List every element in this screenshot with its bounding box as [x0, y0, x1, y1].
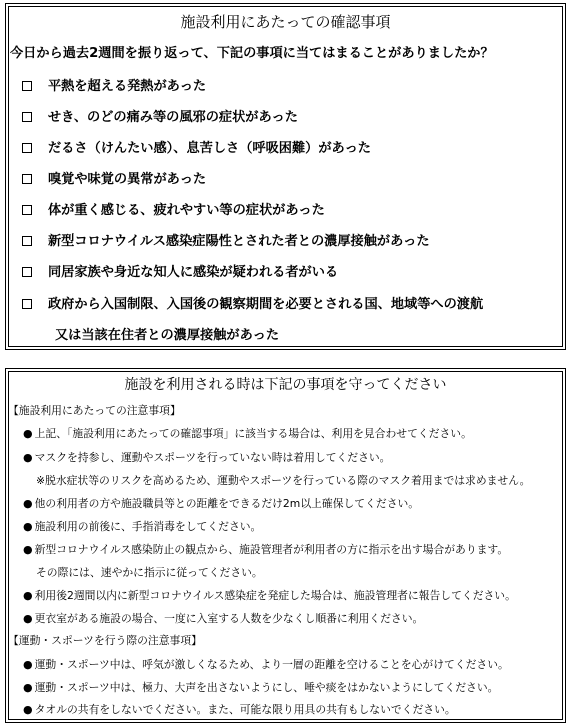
checklist-item — [22, 137, 371, 156]
rule-text: 利用後2週間以内に新型コロナウイルス感染症を発症した場合は、施設管理者に報告してください。 — [34, 589, 516, 602]
bullet-icon: ● — [23, 497, 33, 510]
checklist-item-label: 平熱を超える発熱があった — [48, 79, 207, 94]
rule-item — [23, 519, 261, 534]
checklist-item-label: だるさ（けんたい感）、息苦しさ（呼吸困難）があった — [48, 141, 371, 156]
rule-item — [23, 496, 419, 511]
bullet-icon: ● — [23, 703, 33, 716]
checklist-panel — [5, 3, 566, 350]
rule-item — [23, 426, 472, 441]
rules-title: 施設を利用される時は下記の事項を守ってください — [124, 377, 447, 393]
rule-item — [23, 702, 456, 717]
checklist-item — [22, 261, 338, 280]
checklist-item-continuation: 又は当該在住者との濃厚接触があった — [55, 328, 280, 343]
checklist-item-label: 政府から入国制限、入国後の観察期間を必要とされる国、地域等への渡航 — [48, 297, 484, 312]
rule-note-instruction: その際には、速やかに指示に従ってください。 — [36, 566, 263, 579]
checklist-item — [22, 199, 325, 218]
checklist-item — [22, 230, 430, 249]
checklist-item — [22, 75, 206, 94]
checkbox-icon[interactable] — [22, 81, 32, 91]
rule-item — [23, 588, 516, 603]
checklist-item-label: 体が重く感じる、疲れやすい等の症状があった — [48, 203, 325, 218]
rule-text: 運動・スポーツ中は、極力、大声を出さないようにし、唾や痰をはかないようにしてください。 — [34, 681, 499, 694]
bullet-icon: ● — [23, 589, 33, 602]
bullet-icon: ● — [23, 658, 33, 671]
checkbox-icon[interactable] — [22, 267, 32, 277]
rule-item — [23, 657, 509, 672]
checkbox-icon[interactable] — [22, 174, 32, 184]
section-heading-facility: 【施設利用にあたっての注意事項】 — [8, 404, 181, 417]
rule-note-mask: ※脱水症状等のリスクを高めるため、運動やスポーツを行っている際のマスク着用までは求めません。 — [36, 474, 531, 487]
checklist-item — [22, 293, 483, 312]
rule-item — [23, 611, 423, 626]
bullet-icon: ● — [23, 427, 33, 440]
checkbox-icon[interactable] — [22, 112, 32, 122]
bullet-icon: ● — [23, 612, 33, 625]
checklist-item-label: 同居家族や身近な知人に感染が疑われる者がいる — [48, 265, 339, 280]
rule-item — [23, 680, 498, 695]
rule-item — [23, 450, 390, 465]
bullet-icon: ● — [23, 681, 33, 694]
section-heading-sports: 【運動・スポーツを行う際の注意事項】 — [8, 634, 202, 647]
rule-text: 施設利用の前後に、手指消毒をしてください。 — [34, 520, 262, 533]
checklist-item-label: 新型コロナウイルス感染症陽性とされた者との濃厚接触があった — [48, 234, 430, 249]
bullet-icon: ● — [23, 520, 33, 533]
rule-text: 上記、「施設利用にあたっての確認事項」に該当する場合は、利用を見合わせてください。 — [34, 427, 472, 440]
bullet-icon: ● — [23, 451, 33, 464]
checkbox-icon[interactable] — [22, 143, 32, 153]
bullet-icon: ● — [23, 543, 33, 556]
rule-text: 他の利用者の方や施設職員等との距離をできるだけ2m以上確保してください。 — [34, 497, 420, 510]
rule-text: 更衣室がある施設の場合、一度に入室する人数を少なくし順番に利用ください。 — [34, 612, 424, 625]
checkbox-icon[interactable] — [22, 205, 32, 215]
rule-text: 新型コロナウイルス感染防止の観点から、施設管理者が利用者の方に指示を出す場合があります。 — [34, 543, 509, 556]
checklist-question: 今日から過去2週間を振り返って、下記の事項に当てはまることがありましたか？ — [10, 46, 494, 61]
checkbox-icon[interactable] — [22, 236, 32, 246]
rule-text: 運動・スポーツ中は、呼気が激しくなるため、より一層の距離を空けることを心がけてください。 — [34, 658, 509, 671]
checkbox-icon[interactable] — [22, 299, 32, 309]
checklist-title: 施設利用にあたっての確認事項 — [180, 13, 391, 31]
checklist-item — [22, 106, 298, 125]
checklist-item-label: せき、のどの痛み等の風邪の症状があった — [48, 110, 298, 125]
rule-item — [23, 542, 508, 557]
rules-panel — [5, 368, 566, 723]
rule-text: マスクを持参し、運動やスポーツを行っていない時は着用してください。 — [34, 451, 391, 464]
checklist-item-label: 嗅覚や味覚の異常があった — [48, 172, 207, 187]
checklist-item — [22, 168, 206, 187]
rule-text: タオルの共有をしないでください。また、可能な限り用具の共有もしないでください。 — [34, 703, 456, 716]
